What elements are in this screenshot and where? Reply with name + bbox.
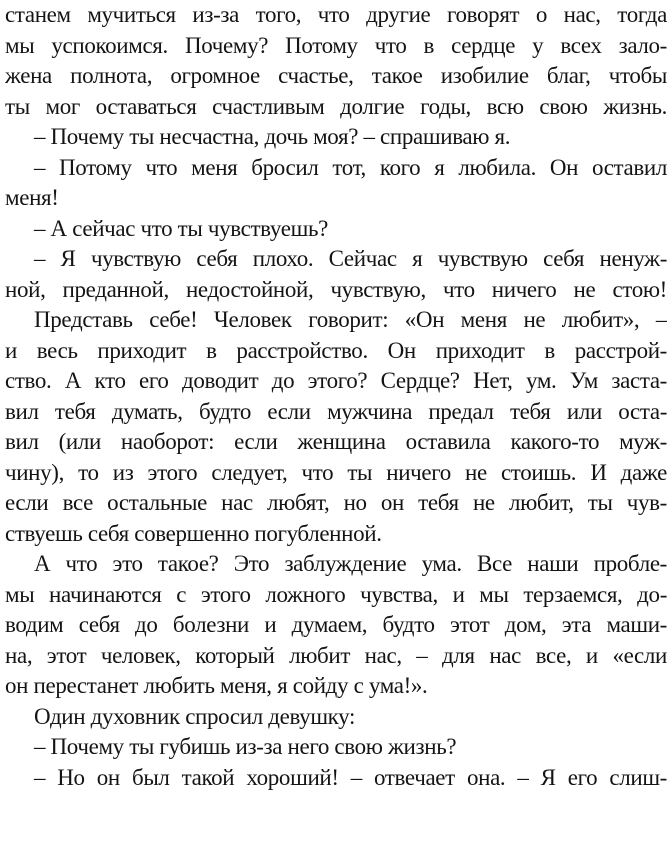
text-line: ство. А кто его доводит до этого? Сердце? Нет, ум. Ум заста-: [5, 368, 667, 393]
text-line: ты мог оставаться счастливым долгие годы, всю свою жизнь.: [5, 93, 667, 119]
text-line: – Но он был такой хороший! – отвечает она. – Я его слиш-: [34, 764, 667, 790]
text-line: на, этот человек, который любит нас, – для нас все, и «если: [5, 642, 667, 668]
text-line: водим себя до болезни и думаем, будто этот дом, эта маши-: [5, 612, 667, 637]
text-line: жена полнота, огромное счастье, такое изобилие благ, чтобы: [5, 63, 667, 88]
text-line: Представь себе! Человек говорит: «Он меня не любит», –: [34, 307, 667, 332]
text-line: ной, преданной, недостойной, чувствую, что ничего не стою!: [5, 276, 667, 302]
text-line: – А сейчас что ты чувствуешь?: [34, 215, 328, 241]
text-line: и весь приходит в расстройство. Он приходит в расстрой-: [5, 337, 667, 363]
text-line: – Я чувствую себя плохо. Сейчас я чувствую себя ненуж-: [34, 246, 667, 271]
text-line: – Почему ты несчастна, дочь моя? – спрашиваю я.: [34, 124, 511, 149]
text-line: мы успокоимся. Почему? Потому что в сердце у всех зало-: [5, 32, 667, 58]
text-line: чину), то из этого следует, что ты ничего не стоишь. И даже: [5, 459, 667, 485]
text-line: – Потому что меня бросил тот, кого я любила. Он оставил: [34, 154, 667, 180]
text-line: он перестанет любить меня, я сойду с ума!».: [5, 673, 428, 698]
text-line: вил (или наоборот: если женщина оставила какого-то муж-: [5, 429, 667, 454]
text-line: ствуешь себя совершенно погубленной.: [5, 520, 382, 546]
text-line: вил тебя думать, будто если мужчина предал тебя или оста-: [5, 398, 667, 424]
text-line: мы начинаются с этого ложного чувства, и мы терзаемся, до-: [5, 581, 667, 607]
text-line: А что это такое? Это заблуждение ума. Все наши пробле-: [34, 551, 667, 576]
text-line: – Почему ты губишь из-за него свою жизнь?: [34, 734, 457, 759]
book-page: [5, 0, 667, 793]
text-line: если все остальные нас любят, но он тебя не любит, ты чув-: [5, 490, 667, 515]
text-line: меня!: [5, 185, 59, 210]
text-line: станем мучиться из-за того, что другие говорят о нас, тогда: [5, 2, 667, 27]
text-line: Один духовник спросил девушку:: [34, 703, 356, 729]
